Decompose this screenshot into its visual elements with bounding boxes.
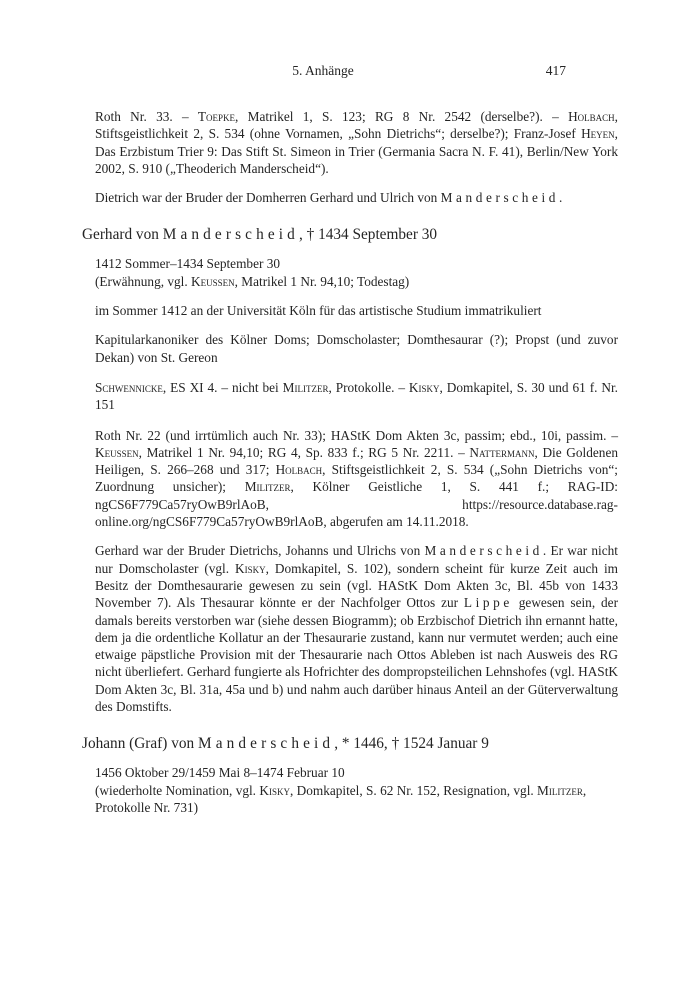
text-run: Johann (Graf) von bbox=[82, 735, 198, 753]
text-run: (wiederholte Nomination, vgl. bbox=[95, 782, 260, 798]
text-run: 1412 Sommer–1434 September 30 bbox=[95, 256, 281, 272]
text-run: , Protokolle Nr. 731) bbox=[95, 782, 587, 815]
text-run: (Erwähnung, vgl. bbox=[95, 273, 192, 289]
commentary-paragraph-gerhard bbox=[95, 542, 618, 715]
text-run: , Kölner Geistliche 1, S. 441 f.; RAG-ID: ngCS6F779Ca57ryOwB9rlAoB, https://resource.database.rag-online.org/ngCS6F779Ca57ryOwB9rlAoB, abgerufen am 14.11.2018. bbox=[95, 479, 618, 530]
small-caps-author-name: Kisky bbox=[408, 379, 440, 395]
text-run: , Matrikel 1 Nr. 94,10; RG 4, Sp. 833 f.; RG 5 Nr. 2211. – bbox=[138, 444, 470, 460]
text-run: , Das Erzbistum Trier 9: Das Stift St. Simeon in Trier (Germania Sacra N. F. 41), Berlin/New York 2002, S. 910 („Theoderich Manderscheid“). bbox=[95, 126, 618, 176]
text-run: Dietrich war der Bruder der Domherren Gerhard und Ulrich von bbox=[95, 190, 441, 206]
text-run: Gerhard von bbox=[82, 226, 163, 244]
small-caps-author-name: Militzer bbox=[282, 379, 329, 395]
tenure-dates-johann bbox=[95, 764, 618, 781]
small-caps-author-name: Keussen bbox=[191, 273, 235, 289]
commentary-paragraph-dietrich bbox=[95, 189, 618, 206]
text-run: . Er war nicht nur Domscholaster (vgl. bbox=[95, 543, 618, 576]
letterspaced-family-name: Manderscheid bbox=[424, 543, 543, 559]
small-caps-author-name: Heyen bbox=[581, 126, 615, 142]
small-caps-author-name: Kisky bbox=[235, 560, 266, 576]
text-run: , Domkapitel, S. 102), sondern scheint für kurze Zeit auch im Besitz der Domthesaurarie gewesen zu sein (vgl. HAStK Dom Akten 3c, Bl. 45b von 1433 November 7). Als Thesaurar könnte er der Nachfolger Ottos zur bbox=[95, 560, 619, 611]
text-run: Roth Nr. 22 (und irrtümlich auch Nr. 33); HAStK Dom Akten 3c, passim; ebd., 10i, passim. – bbox=[95, 427, 618, 443]
offices-paragraph-gerhard bbox=[95, 331, 618, 366]
text-run: Roth Nr. 33. – bbox=[95, 109, 198, 124]
text-run: , † 1434 September 30 bbox=[298, 226, 438, 244]
letterspaced-family-name: Manderscheid bbox=[440, 190, 560, 206]
small-caps-author-name: Keussen bbox=[95, 444, 139, 460]
small-caps-author-name: Kisky bbox=[259, 782, 290, 798]
small-caps-author-name: Holbach bbox=[275, 462, 323, 478]
text-run: , Stiftsgeistlichkeit 2, S. 534 (ohne Vornamen, „Sohn Dietrichs“; derselbe?); Franz-Josef bbox=[95, 109, 618, 142]
text-run: , Matrikel 1, S. 123; RG 8 Nr. 2542 (derselbe?). – bbox=[235, 109, 569, 124]
study-paragraph-gerhard bbox=[95, 302, 618, 319]
text-run: , Stiftsgeistlichkeit 2, S. 534 („Sohn Dietrichs von“; Zuordnung unsicher); bbox=[95, 462, 618, 495]
text-run: Kapitularkanoniker des Kölner Doms; Domscholaster; Domthesaurar (?); Propst (und zuvor Dekan) von St. Gereon bbox=[95, 332, 618, 365]
text-run: , Domkapitel, S. 30 und 61 f. Nr. 151 bbox=[95, 379, 618, 413]
small-caps-author-name: Holbach bbox=[568, 109, 615, 124]
text-run: , Protokolle. – bbox=[328, 379, 409, 395]
text-run: , Die Goldenen Heiligen, S. 266–268 und 317; bbox=[95, 444, 619, 478]
tenure-dates-gerhard bbox=[95, 255, 618, 272]
page-number: 417 bbox=[545, 63, 566, 78]
text-run: gewesen sein, der damals bereits verstorben war (siehe dessen Biogramm); ob Erzbischof Dietrich ihn ernannt hatte, dem ja die ordentliche Kollatur an der Thesaurarie zustand, kann nur vermutet werden; auch eine etwaige päpstliche Provision mit der Thesaurarie nach Ottos Ableben ist nach Ausweis des RG nicht überliefert. Gerhard fungierte als Hofrichter des dompropsteilichen Lehnshofes (vgl. HAStK Dom Akten 3c, Bl. 31a, 45a und b) und nahm auch darüber hinaus Anteil an der Güterverwaltung des Domstifts. bbox=[95, 595, 618, 715]
letterspaced-family-name: Manderscheid bbox=[162, 226, 299, 244]
reference-paragraph-dietrich bbox=[95, 108, 618, 177]
small-caps-author-name: Toepke bbox=[197, 109, 236, 124]
text-run: , Matrikel 1 Nr. 94,10; Todestag) bbox=[234, 273, 410, 289]
reference-paragraph-gerhard bbox=[95, 427, 618, 531]
text-run: . bbox=[559, 190, 563, 206]
tenure-dates-source-gerhard bbox=[95, 273, 618, 290]
small-caps-author-name: Militzer bbox=[244, 479, 291, 495]
small-caps-author-name: Schwennicke bbox=[95, 379, 163, 395]
text-run: , * 1446, † 1524 Januar 9 bbox=[334, 735, 489, 753]
entry-heading-johann-von-manderscheid bbox=[82, 734, 618, 753]
text-run: , ES XI 4. – nicht bei bbox=[162, 379, 283, 395]
entry-heading-gerhard-von-manderscheid bbox=[82, 225, 618, 244]
small-caps-author-name: Militzer bbox=[537, 782, 583, 798]
text-run: 1456 Oktober 29/1459 Mai 8–1474 Februar 10 bbox=[95, 765, 345, 781]
tenure-dates-source-johann bbox=[95, 782, 618, 817]
page-content bbox=[82, 95, 619, 816]
text-run: Gerhard war der Bruder Dietrichs, Johanns und Ulrichs von bbox=[95, 543, 425, 559]
running-header-section-title: 5. Anhänge bbox=[292, 63, 354, 78]
text-run: im Sommer 1412 an der Universität Köln für das artistische Studium immatrikuliert bbox=[95, 303, 542, 319]
small-caps-author-name: Nattermann bbox=[469, 444, 535, 460]
genealogy-reference-gerhard bbox=[95, 379, 618, 414]
letterspaced-family-name: Lippe bbox=[463, 595, 513, 611]
letterspaced-family-name: Manderscheid bbox=[197, 735, 335, 753]
text-run: , Domkapitel, S. 62 Nr. 152, Resignation, vgl. bbox=[289, 782, 538, 798]
